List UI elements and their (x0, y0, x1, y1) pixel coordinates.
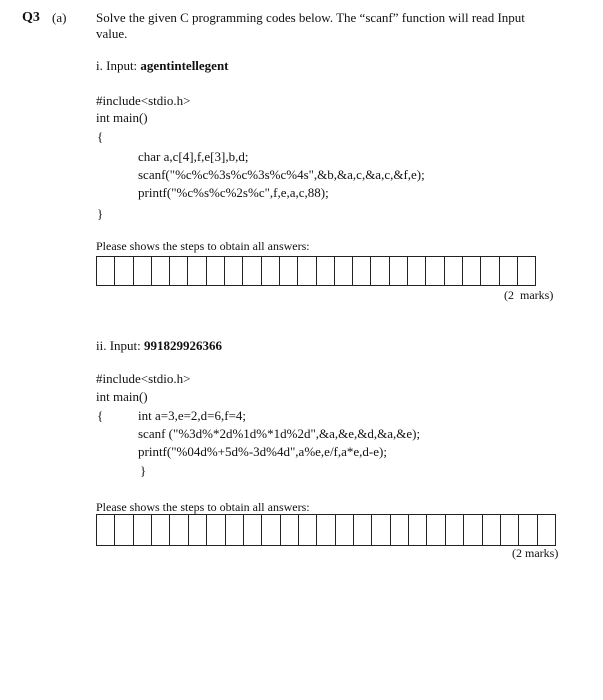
part-i-code-printf: printf("%c%s%c%2s%c",f,e,a,c,88); (138, 185, 329, 200)
instruction-line-2: value. (96, 26, 128, 41)
part-i-answer-box[interactable] (426, 257, 444, 285)
part-ii-input (96, 338, 222, 354)
part-ii-answer-box[interactable] (464, 515, 482, 545)
part-i-answer-box[interactable] (518, 257, 535, 285)
part-ii-answer-box[interactable] (189, 515, 207, 545)
part-i-answer-box[interactable] (207, 257, 225, 285)
part-i-answer-box[interactable] (280, 257, 298, 285)
part-i-input-value: agentintellegent (140, 58, 229, 73)
part-ii-answer-box[interactable] (538, 515, 555, 545)
part-ii-answer-box[interactable] (317, 515, 335, 545)
part-ii-answer-box[interactable] (409, 515, 427, 545)
part-ii-answer-box[interactable] (152, 515, 170, 545)
part-ii-answer-box[interactable] (336, 515, 354, 545)
part-i-answer-box[interactable] (445, 257, 463, 285)
part-ii-answer-grid (96, 514, 556, 546)
part-i-steps-label: Please shows the steps to obtain all answers: (96, 239, 310, 253)
part-i-answer-box[interactable] (408, 257, 426, 285)
part-i-marks: (2 marks) (504, 288, 554, 302)
part-i-code-decl: char a,c[4],f,e[3],b,d; (138, 149, 249, 164)
part-i-input-prefix: i. Input: (96, 58, 141, 73)
instruction-line-1: Solve the given C programming codes below. The “scanf” function will read Input (96, 10, 525, 25)
part-ii-answer-box[interactable] (299, 515, 317, 545)
part-i-answer-box[interactable] (134, 257, 152, 285)
part-i-input (96, 58, 229, 74)
part-i-answer-box[interactable] (335, 257, 353, 285)
part-i-answer-box[interactable] (481, 257, 499, 285)
part-ii-answer-box[interactable] (501, 515, 519, 545)
part-ii-code-close-brace: } (140, 463, 147, 478)
part-i-code-main: int main() (96, 110, 148, 125)
part-i-answer-box[interactable] (371, 257, 389, 285)
part-i-code-open-brace: { (97, 129, 104, 144)
part-ii-input-value: 991829926366 (144, 338, 223, 353)
part-ii-answer-box[interactable] (97, 515, 115, 545)
part-ii-input-prefix: ii. Input: (96, 338, 145, 353)
question-number: Q3 (22, 10, 40, 25)
part-ii-answer-box[interactable] (170, 515, 188, 545)
part-ii-answer-box[interactable] (244, 515, 262, 545)
part-i-answer-box[interactable] (115, 257, 133, 285)
part-i-answer-box[interactable] (317, 257, 335, 285)
part-i-code-close-brace: } (97, 206, 104, 221)
part-ii-code-decl: int a=3,e=2,d=6,f=4; (138, 408, 247, 423)
part-i-answer-box[interactable] (188, 257, 206, 285)
part-i-code-scanf: scanf("%c%c%3s%c%3s%c%4s",&b,&a,c,&a,c,&f,e); (138, 167, 425, 182)
question-part: (a) (52, 10, 67, 25)
part-i-answer-box[interactable] (152, 257, 170, 285)
part-i-answer-box[interactable] (225, 257, 243, 285)
part-ii-code-include: #include<stdio.h> (96, 371, 191, 386)
part-ii-answer-box[interactable] (262, 515, 280, 545)
part-ii-answer-box[interactable] (207, 515, 225, 545)
part-i-answer-box[interactable] (262, 257, 280, 285)
part-ii-code-main: int main() (96, 389, 148, 404)
part-ii-answer-box[interactable] (281, 515, 299, 545)
part-ii-answer-box[interactable] (115, 515, 133, 545)
part-i-answer-box[interactable] (353, 257, 371, 285)
part-ii-answer-box[interactable] (226, 515, 244, 545)
part-i-answer-box[interactable] (97, 257, 115, 285)
part-ii-steps-label: Please shows the steps to obtain all answers: (96, 500, 310, 514)
part-i-answer-box[interactable] (390, 257, 408, 285)
part-ii-code-printf: printf("%04d%+5d%-3d%4d",a%e,e/f,a*e,d-e); (138, 444, 387, 459)
part-i-answer-box[interactable] (170, 257, 188, 285)
part-ii-answer-box[interactable] (372, 515, 390, 545)
part-i-answer-box[interactable] (298, 257, 316, 285)
part-ii-code-open-brace: { (97, 408, 104, 423)
part-i-answer-box[interactable] (463, 257, 481, 285)
part-ii-answer-box[interactable] (427, 515, 445, 545)
part-ii-answer-box[interactable] (354, 515, 372, 545)
part-ii-answer-box[interactable] (391, 515, 409, 545)
part-ii-answer-box[interactable] (446, 515, 464, 545)
part-i-answer-box[interactable] (500, 257, 518, 285)
part-ii-code-scanf: scanf ("%3d%*2d%1d%*1d%2d",&a,&e,&d,&a,&e); (138, 426, 421, 441)
part-ii-marks: (2 marks) (512, 546, 559, 560)
part-ii-answer-box[interactable] (483, 515, 501, 545)
part-i-code-include: #include<stdio.h> (96, 93, 191, 108)
part-ii-answer-box[interactable] (519, 515, 537, 545)
part-ii-answer-box[interactable] (134, 515, 152, 545)
part-i-answer-grid (96, 256, 536, 286)
part-i-answer-box[interactable] (243, 257, 261, 285)
